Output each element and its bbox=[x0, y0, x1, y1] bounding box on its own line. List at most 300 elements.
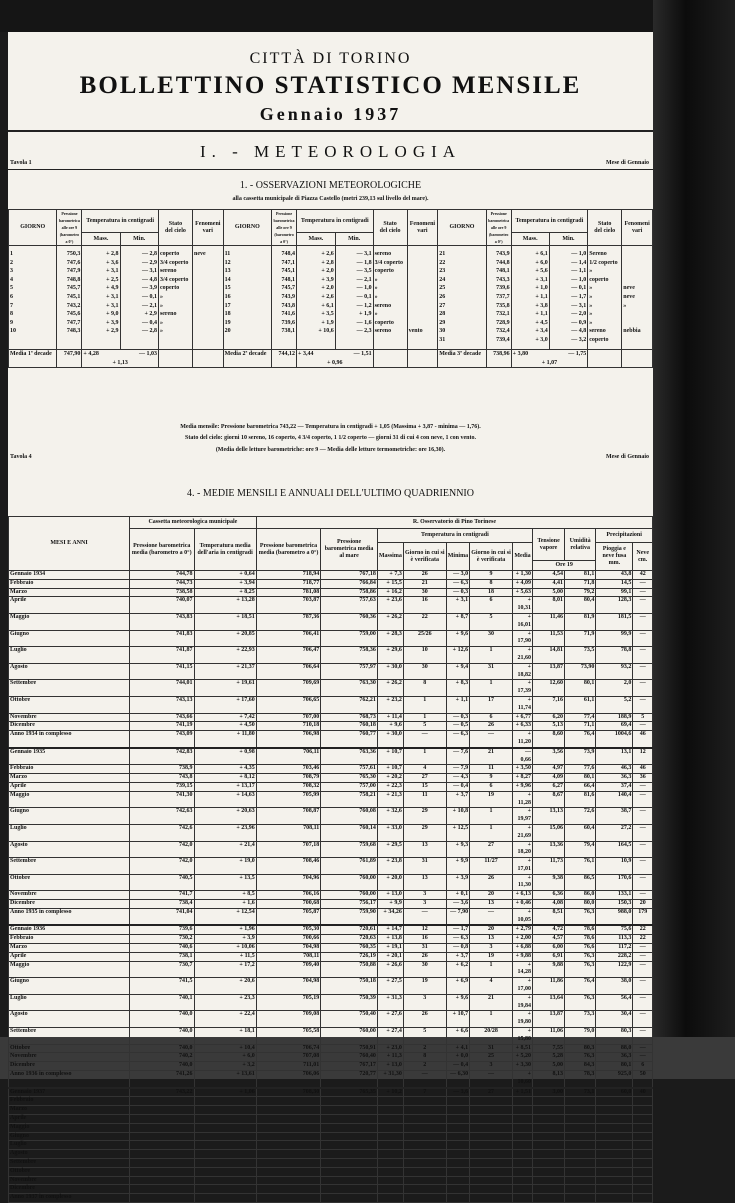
cell-n: — bbox=[633, 1053, 653, 1062]
cell-press: 739,6 bbox=[496, 285, 510, 292]
cell-b: + 6,0 bbox=[194, 1053, 256, 1062]
cell-fen: » bbox=[623, 302, 627, 309]
cell-stato: sereno bbox=[159, 311, 177, 318]
table-row bbox=[9, 1097, 653, 1106]
cell-n: — bbox=[633, 1011, 653, 1028]
cell-stato: sereno bbox=[374, 302, 392, 309]
cell-k bbox=[565, 1185, 596, 1194]
cell-press: 737,7 bbox=[496, 293, 510, 300]
cell-k: 79,4 bbox=[565, 841, 596, 858]
cell-h: 1 bbox=[470, 808, 513, 825]
cell-l: 988,0 bbox=[596, 908, 633, 925]
cell-fen bbox=[623, 259, 651, 268]
cell-f bbox=[403, 1106, 446, 1115]
cell-e: + 30,0 bbox=[377, 731, 403, 748]
cell-i bbox=[512, 1106, 532, 1115]
cell-f: 3 bbox=[403, 891, 446, 900]
cell-a: 743,09 bbox=[130, 731, 195, 748]
cell-g: — 0,4 bbox=[446, 782, 469, 791]
cell-e: + 29,6 bbox=[377, 647, 403, 664]
cell-i: + 5,63 bbox=[512, 588, 532, 597]
cell-b: + 23,96 bbox=[194, 824, 256, 841]
cell-k: 73,5 bbox=[565, 647, 596, 664]
table-row bbox=[9, 696, 653, 713]
cell-stato: coperto bbox=[589, 276, 609, 283]
cell-stato: » bbox=[159, 319, 163, 326]
cell-days: 12 bbox=[224, 259, 231, 266]
cell-max: + 1,0 bbox=[535, 285, 548, 292]
cell-d: 760,40 bbox=[321, 1053, 378, 1062]
cell-i: + 9,96 bbox=[512, 782, 532, 791]
cell-n: — bbox=[633, 630, 653, 647]
cell-f: — bbox=[403, 731, 446, 748]
row-label: Anno 1935 in complesso bbox=[9, 908, 130, 925]
cell-f: 30 bbox=[403, 663, 446, 680]
media-temperatura bbox=[511, 350, 588, 368]
cell-f bbox=[403, 1123, 446, 1132]
cell-g: — 4,3 bbox=[446, 774, 469, 783]
cell-i: + 11,28 bbox=[512, 791, 532, 808]
cell-days: 21 bbox=[439, 251, 446, 257]
cell-c: 707,08 bbox=[256, 1053, 321, 1062]
cell-e: + 13,0 bbox=[377, 1062, 403, 1071]
cell-b: + 22,93 bbox=[194, 647, 256, 664]
table-row bbox=[9, 1115, 653, 1124]
cell-i: + 3,30 bbox=[512, 1062, 532, 1071]
cell-a: 741,15 bbox=[130, 663, 195, 680]
cell-b bbox=[194, 1150, 256, 1159]
cell-e: + 13,0 bbox=[377, 891, 403, 900]
cell-e: + 21,3 bbox=[377, 791, 403, 808]
cell-e bbox=[377, 1123, 403, 1132]
cell-days: 6 bbox=[10, 293, 13, 300]
cell-j: 6,91 bbox=[533, 952, 565, 961]
cell-j: 8,01 bbox=[533, 597, 565, 614]
row-label: Giugno bbox=[9, 1132, 130, 1141]
header-temperatura: Temperatura in centigradi bbox=[297, 210, 374, 233]
media-empty bbox=[192, 350, 223, 368]
cell-stato: » bbox=[159, 302, 163, 309]
cell-a: 740,0 bbox=[130, 1011, 195, 1028]
cell-l: 140,4 bbox=[596, 791, 633, 808]
cell-c: 710,18 bbox=[256, 722, 321, 731]
cell-min: — 2,9 bbox=[141, 259, 157, 266]
row-label: Febbraio bbox=[9, 935, 130, 944]
header-massima: Massima bbox=[377, 543, 403, 571]
column-fen bbox=[622, 246, 653, 350]
cell-b: + 13,17 bbox=[194, 782, 256, 791]
cell-h bbox=[470, 1115, 513, 1124]
media-min: — 1,03 bbox=[138, 351, 157, 357]
cell-d: 760,08 bbox=[321, 808, 378, 825]
cell-d: 750,39 bbox=[321, 994, 378, 1011]
cell-c bbox=[256, 1158, 321, 1167]
cell-k: 86,0 bbox=[565, 891, 596, 900]
header-cassetta: Cassetta meteorologica municipale bbox=[130, 517, 257, 529]
cell-max: + 2,0 bbox=[321, 285, 334, 292]
row-label: Novembre bbox=[9, 713, 130, 722]
cell-n: — bbox=[633, 782, 653, 791]
cell-f: 2 bbox=[403, 1062, 446, 1071]
cell-c bbox=[256, 1167, 321, 1176]
cell-d: 760,77 bbox=[321, 731, 378, 748]
cell-b: + 7,42 bbox=[194, 713, 256, 722]
cell-h: 9 bbox=[470, 571, 513, 580]
cell-a: 744,78 bbox=[130, 571, 195, 580]
media-empty bbox=[158, 350, 192, 368]
cell-k: 76,4 bbox=[565, 978, 596, 995]
cell-h: 27 bbox=[470, 1088, 513, 1097]
cell-i: + 6,88 bbox=[512, 944, 532, 953]
cell-e: + 23,6 bbox=[377, 597, 403, 614]
cell-i bbox=[512, 1097, 532, 1106]
cell-e: + 34,26 bbox=[377, 908, 403, 925]
cell-days: 13 bbox=[224, 268, 231, 275]
cell-d: 757,00 bbox=[321, 782, 378, 791]
cell-a: 742,63 bbox=[130, 808, 195, 825]
cell-n: — bbox=[633, 696, 653, 713]
cell-press: 748,1 bbox=[496, 268, 510, 275]
row-label: Giugno bbox=[9, 978, 130, 995]
header-pressione: Pressione barometrica alle ore 9 (barometro a 0°) bbox=[58, 211, 80, 244]
cell-h: 20 bbox=[470, 891, 513, 900]
cell-g: — 3,0 bbox=[446, 571, 469, 580]
cell-b: + 20,6 bbox=[194, 978, 256, 995]
cell-c: 704,96 bbox=[256, 874, 321, 891]
cell-f: 31 bbox=[403, 858, 446, 875]
cell-stato: sereno bbox=[374, 251, 392, 257]
header-fenomeni bbox=[192, 210, 223, 246]
cell-i bbox=[512, 1167, 532, 1176]
cell-d: 763,36 bbox=[321, 748, 378, 765]
cell-n bbox=[633, 1167, 653, 1176]
cell-b: + 3,94 bbox=[194, 579, 256, 588]
cell-i: + 11,30 bbox=[512, 874, 532, 891]
cell-d: 720,61 bbox=[321, 925, 378, 934]
cell-h: 6 bbox=[470, 597, 513, 614]
cell-k bbox=[565, 1097, 596, 1106]
cell-l bbox=[596, 1176, 633, 1185]
cell-e: + 30,0 bbox=[377, 663, 403, 680]
cell-b: + 13,28 bbox=[194, 597, 256, 614]
cell-f bbox=[403, 1141, 446, 1150]
cell-e: + 19,1 bbox=[377, 944, 403, 953]
cell-n: — bbox=[633, 961, 653, 978]
cell-e: + 23,8 bbox=[377, 858, 403, 875]
cell-d bbox=[321, 1141, 378, 1150]
cell-a: 741,04 bbox=[130, 908, 195, 925]
cell-n bbox=[633, 1132, 653, 1141]
cell-b: + 0,64 bbox=[194, 571, 256, 580]
cell-e: + 10,7 bbox=[377, 765, 403, 774]
row-label: Agosto bbox=[9, 663, 130, 680]
cell-k: 76,4 bbox=[565, 731, 596, 748]
cell-i: + 21,69 bbox=[512, 824, 532, 841]
cell-h: 20 bbox=[470, 925, 513, 934]
table-row bbox=[9, 1062, 653, 1071]
cell-l: 78,8 bbox=[596, 647, 633, 664]
cell-k: 73,3 bbox=[565, 1011, 596, 1028]
cell-c: 703,46 bbox=[256, 765, 321, 774]
table-row bbox=[9, 765, 653, 774]
cell-k: 73,9 bbox=[565, 748, 596, 765]
cell-d: 762,21 bbox=[321, 696, 378, 713]
cell-l: 128,3 bbox=[596, 597, 633, 614]
table-row bbox=[9, 1071, 653, 1088]
cell-l: 122,9 bbox=[596, 961, 633, 978]
media-label: Media 1ª decade bbox=[9, 350, 57, 368]
column-max bbox=[297, 246, 336, 350]
cell-i: + 6,77 bbox=[512, 713, 532, 722]
cell-j bbox=[533, 1150, 565, 1159]
cell-i bbox=[512, 1185, 532, 1194]
cell-c: 718,94 bbox=[256, 571, 321, 580]
row-label: Febbraio bbox=[9, 1097, 130, 1106]
cell-f: 13 bbox=[403, 841, 446, 858]
cell-fen: neve bbox=[623, 293, 635, 300]
cell-j bbox=[533, 1132, 565, 1141]
observations-table bbox=[8, 209, 653, 368]
cell-fen bbox=[623, 276, 651, 285]
row-label: Gennaio 1936 bbox=[9, 925, 130, 934]
cell-fen bbox=[194, 284, 222, 293]
cell-a: 730,2 bbox=[130, 935, 195, 944]
cell-k: 76,3 bbox=[565, 908, 596, 925]
cell-max: + 3,0 bbox=[535, 336, 548, 343]
cell-stato: » bbox=[159, 328, 163, 335]
cell-n: — bbox=[633, 588, 653, 597]
cell-n bbox=[633, 1194, 653, 1203]
cell-d: 720,77 bbox=[321, 1071, 378, 1088]
cell-j: 5,00 bbox=[533, 1062, 565, 1071]
cell-f bbox=[403, 1167, 446, 1176]
cell-b: + 10,06 bbox=[194, 944, 256, 953]
cell-e: + 16,2 bbox=[377, 588, 403, 597]
cell-days: 10 bbox=[10, 328, 16, 335]
cell-d: 760,00 bbox=[321, 891, 378, 900]
header-pressione: Pressione barometrica alle ore 9 (barometro a 0°) bbox=[273, 211, 295, 244]
cell-l: 14,5 bbox=[596, 579, 633, 588]
cell-j: 5,28 bbox=[533, 1053, 565, 1062]
cell-f: 5 bbox=[403, 1028, 446, 1045]
cell-fen: vento bbox=[408, 328, 423, 335]
cell-a: 740,1 bbox=[130, 994, 195, 1011]
cell-l: 37,4 bbox=[596, 782, 633, 791]
cell-d bbox=[321, 1123, 378, 1132]
header-osservatorio: R. Osservatorio di Pino Torinese bbox=[256, 517, 652, 529]
cell-stato: coperto bbox=[374, 268, 394, 275]
cell-j: 4,72 bbox=[533, 925, 565, 934]
cell-g: + 9,6 bbox=[446, 994, 469, 1011]
cell-b: + 23,3 bbox=[194, 994, 256, 1011]
cell-max: + 1,1 bbox=[535, 311, 548, 318]
cell-min: — 1,8 bbox=[356, 259, 372, 266]
observations-body bbox=[9, 246, 653, 350]
cell-d bbox=[321, 1176, 378, 1185]
cell-press: 745,1 bbox=[66, 293, 81, 300]
cell-fen bbox=[194, 327, 222, 336]
cell-d: 760,35 bbox=[321, 944, 378, 953]
cell-fen bbox=[623, 250, 651, 259]
cell-b: + 17,2 bbox=[194, 961, 256, 978]
table-row bbox=[9, 680, 653, 697]
cell-days: 16 bbox=[224, 293, 231, 300]
cell-i: + 1,51 bbox=[512, 1088, 532, 1097]
table-row bbox=[9, 791, 653, 808]
table-row bbox=[9, 630, 653, 647]
header-fenomeni-2: vari bbox=[631, 227, 643, 234]
column-stato bbox=[588, 246, 622, 350]
cell-max: + 2,8 bbox=[321, 259, 334, 266]
cell-n bbox=[633, 1106, 653, 1115]
cell-f bbox=[403, 1115, 446, 1124]
cell-l: 60,0 bbox=[596, 1088, 633, 1097]
cell-l: 113,3 bbox=[596, 935, 633, 944]
cell-k: 81,6 bbox=[565, 791, 596, 808]
cell-c: 700,68 bbox=[256, 900, 321, 909]
cell-f: 16 bbox=[403, 597, 446, 614]
media-temperatura bbox=[297, 350, 374, 368]
table-row bbox=[9, 952, 653, 961]
cell-j: 8,60 bbox=[533, 731, 565, 748]
row-label: Febbraio bbox=[9, 765, 130, 774]
table-row bbox=[9, 925, 653, 934]
cell-days: 20 bbox=[224, 328, 231, 335]
header-giorno: GIORNO bbox=[9, 210, 57, 246]
cell-max: + 2,9 bbox=[106, 328, 119, 335]
cell-k: 72,6 bbox=[565, 808, 596, 825]
cell-i: + 17,39 bbox=[512, 680, 532, 697]
cell-h: 11 bbox=[470, 765, 513, 774]
cell-days: 11 bbox=[224, 251, 231, 257]
cell-l: 150,3 bbox=[596, 900, 633, 909]
cell-f: 26 bbox=[403, 571, 446, 580]
cell-fen bbox=[194, 267, 222, 276]
row-label: Marzo bbox=[9, 1106, 130, 1115]
cell-b bbox=[194, 1141, 256, 1150]
cell-c: 706,65 bbox=[256, 696, 321, 713]
city-heading: CITTÀ DI TORINO bbox=[249, 50, 412, 67]
cell-b: + 14,63 bbox=[194, 791, 256, 808]
cell-e: + 20,0 bbox=[377, 874, 403, 891]
header-tensione: Tensione vapore bbox=[533, 529, 565, 561]
column-days bbox=[9, 246, 57, 350]
bulletin-page bbox=[8, 32, 653, 1201]
cell-n: — bbox=[633, 824, 653, 841]
cell-b: + 21,37 bbox=[194, 663, 256, 680]
cell-e: + 32,6 bbox=[377, 808, 403, 825]
media-pressione: 744,12 bbox=[272, 350, 297, 368]
cell-l bbox=[596, 1132, 633, 1141]
cell-h: 6 bbox=[470, 782, 513, 791]
cell-j: 6,36 bbox=[533, 891, 565, 900]
cell-i: + 19,97 bbox=[512, 808, 532, 825]
cell-j bbox=[533, 1141, 565, 1150]
cell-min: — 3,1 bbox=[356, 251, 372, 257]
header-giorno-min: Giorno in cui si è verificata bbox=[470, 543, 513, 571]
row-label: Marzo bbox=[9, 944, 130, 953]
cell-k: 76,3 bbox=[565, 961, 596, 978]
cell-k: 79,2 bbox=[565, 588, 596, 597]
cell-a: 741,19 bbox=[130, 722, 195, 731]
cell-i: + 15,80 bbox=[512, 1028, 532, 1045]
cell-n bbox=[633, 1123, 653, 1132]
cell-n bbox=[633, 1158, 653, 1167]
cell-i: + 6,33 bbox=[512, 722, 532, 731]
cell-press: 732,1 bbox=[496, 311, 510, 318]
cell-c: 711,01 bbox=[256, 1062, 321, 1071]
cell-days: 14 bbox=[224, 276, 231, 283]
cell-f: 5 bbox=[403, 722, 446, 731]
table-row bbox=[9, 613, 653, 630]
cell-n: — bbox=[633, 808, 653, 825]
header-stato bbox=[588, 210, 622, 246]
cell-n: 6 bbox=[633, 1062, 653, 1071]
cell-a: 742,6 bbox=[130, 824, 195, 841]
cell-l: 170,6 bbox=[596, 874, 633, 891]
cell-days: 18 bbox=[224, 311, 231, 318]
cell-l: 88,0 bbox=[596, 1044, 633, 1053]
cell-i: + 5,20 bbox=[512, 1053, 532, 1062]
cell-days: 22 bbox=[439, 259, 446, 266]
cell-d: 760,36 bbox=[321, 613, 378, 630]
table-row bbox=[9, 935, 653, 944]
cell-max: + 9,0 bbox=[106, 311, 119, 318]
header-mass: Mass. bbox=[297, 233, 336, 246]
cell-a: 740,0 bbox=[130, 1062, 195, 1071]
cell-days: 30 bbox=[439, 328, 446, 335]
cell-l bbox=[596, 1150, 633, 1159]
cell-a: 741,7 bbox=[130, 891, 195, 900]
cell-h: 21 bbox=[470, 748, 513, 765]
cell-g: + 9,9 bbox=[446, 858, 469, 875]
cell-press: 735,8 bbox=[496, 302, 510, 309]
cell-c: 706,11 bbox=[256, 748, 321, 765]
cell-n bbox=[633, 1185, 653, 1194]
cell-j: 3,56 bbox=[533, 748, 565, 765]
cell-b: + 0,98 bbox=[194, 748, 256, 765]
table-row bbox=[9, 663, 653, 680]
cell-stato: » bbox=[589, 268, 593, 275]
cell-l: 36,3 bbox=[596, 774, 633, 783]
cell-b: + 19,61 bbox=[194, 680, 256, 697]
cell-min: — 2,8 bbox=[141, 328, 157, 335]
cell-press: 732,4 bbox=[496, 328, 510, 335]
cell-e: + 28,3 bbox=[377, 630, 403, 647]
cell-n: 12 bbox=[633, 748, 653, 765]
cell-j: 9,38 bbox=[533, 874, 565, 891]
cell-f: 26 bbox=[403, 952, 446, 961]
cell-n: — bbox=[633, 647, 653, 664]
cell-a: 740,0 bbox=[130, 1044, 195, 1053]
cell-days: 17 bbox=[224, 302, 231, 309]
header-rule bbox=[8, 130, 653, 132]
cell-d: 759,68 bbox=[321, 841, 378, 858]
cell-f: 26 bbox=[403, 1011, 446, 1028]
cell-d: 750,18 bbox=[321, 978, 378, 995]
cell-c bbox=[256, 1097, 321, 1106]
cell-k: 80,3 bbox=[565, 1044, 596, 1053]
cell-press: 739,6 bbox=[281, 319, 296, 326]
media-min: — 1,75 bbox=[568, 351, 587, 357]
cell-d: 759,90 bbox=[321, 908, 378, 925]
cell-h: 21 bbox=[470, 994, 513, 1011]
cell-j: 11,53 bbox=[533, 630, 565, 647]
table-row bbox=[9, 597, 653, 614]
cell-e: + 23,2 bbox=[377, 696, 403, 713]
header-min: Min. bbox=[549, 233, 587, 246]
cell-stato: sereno bbox=[589, 328, 606, 335]
